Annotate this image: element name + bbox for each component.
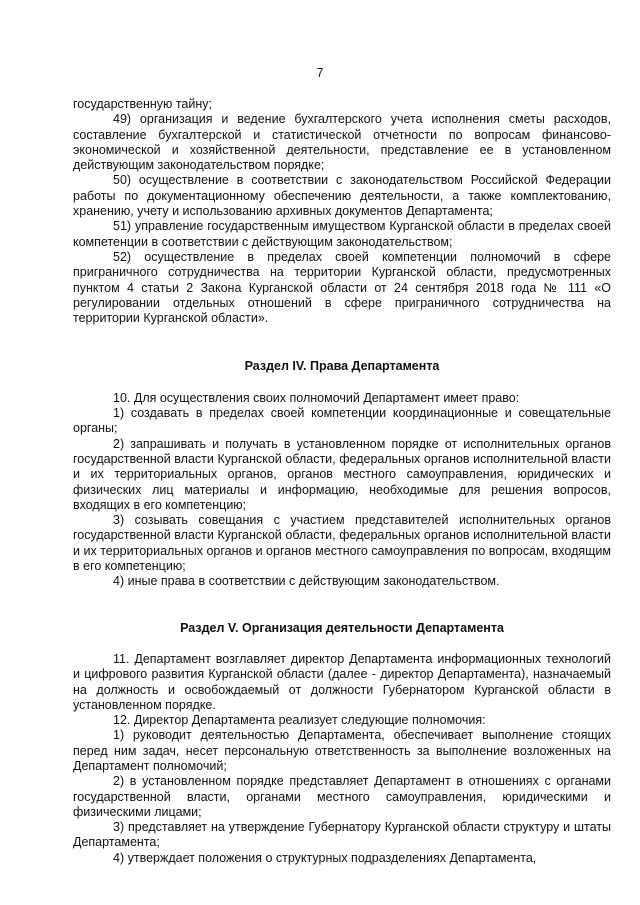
section-5-heading: Раздел V. Организация деятельности Департамента	[180, 620, 504, 635]
paragraph: 50) осуществление в соответствии с законодательством Российской Федерации работы по документационному обеспечению деятельности, а также комплектованию, хранению, учету и использованию архивных документов Департамента;	[73, 173, 611, 219]
paragraph: 1) создавать в пределах своей компетенции координационные и совещательные органы;	[73, 406, 611, 436]
paragraph: 4) иные права в соответствии с действующим законодательством.	[113, 574, 500, 589]
paragraph: 2) в установленном порядке представляет Департамент в отношениях с органами государственной власти, органами местного самоуправления, юридическими и физическими лицами;	[73, 774, 611, 819]
paragraph: 1) руководит деятельностью Департамента, обеспечивает выполнение стоящих перед ним задач, несет персональную ответственность за выполнение возложенных на Департамент полномочий;	[73, 728, 611, 773]
paragraph: 49) организация и ведение бухгалтерского учета исполнения сметы расходов, составление бухгалтерской и статистической отчетности по вопросам финансово-экономической и хозяйственной деятельности, представление ее в установленном действующим законодательством порядке;	[73, 112, 611, 173]
paragraph: 52) осуществление в пределах своей компетенции полномочий в сфере приграничного сотрудничества на территории Курганской области, предусмотренных пунктом 4 статьи 2 Закона Курганской области от 24 сентября 2018 года № 111 «О регулировании отдельных отношений в сфере приграничного сотрудничества на территории Курганской области».	[73, 249, 611, 326]
paragraph: 4) утверждает положения о структурных подразделениях Департамента,	[113, 850, 537, 865]
paragraph: 2) запрашивать и получать в установленном порядке от исполнительных органов государственной власти Курганской области, федеральных органов исполнительной власти и их территориальных органов, органов местного самоуправления, юридических и физических лиц материалы и информацию, необходимые для решения вопросов, входящих в его компетенцию;	[73, 436, 611, 512]
document-body	[73, 97, 611, 866]
paragraph: 51) управление государственным имуществом Курганской области в пределах своей компетенции в соответствии с действующим законодательством;	[73, 219, 611, 249]
paragraph: 12. Директор Департамента реализует следующие полномочия:	[113, 713, 486, 728]
section-4-heading: Раздел IV. Права Департамента	[244, 359, 440, 374]
paragraph: 3) представляет на утверждение Губернатору Курганской области структуру и штаты Департамента;	[73, 820, 611, 850]
page-number: 7	[316, 66, 324, 80]
paragraph: государственную тайну;	[73, 97, 212, 111]
paragraph: 11. Департамент возглавляет директор Департамента информационных технологий и цифрового развития Курганской области (далее - директор Департамента), назначаемый на должность и освобождаемый от должности Губернатором Курганской области в установленном порядке.	[73, 651, 611, 712]
paragraph: 10. Для осуществления своих полномочий Департамент имеет право:	[113, 390, 520, 405]
paragraph: 3) созывать совещания с участием представителей исполнительных органов государственной власти Курганской области, федеральных органов исполнительной власти и их территориальных органов и органов местного самоуправления по вопросам, входящим в его компетенцию;	[73, 513, 611, 574]
